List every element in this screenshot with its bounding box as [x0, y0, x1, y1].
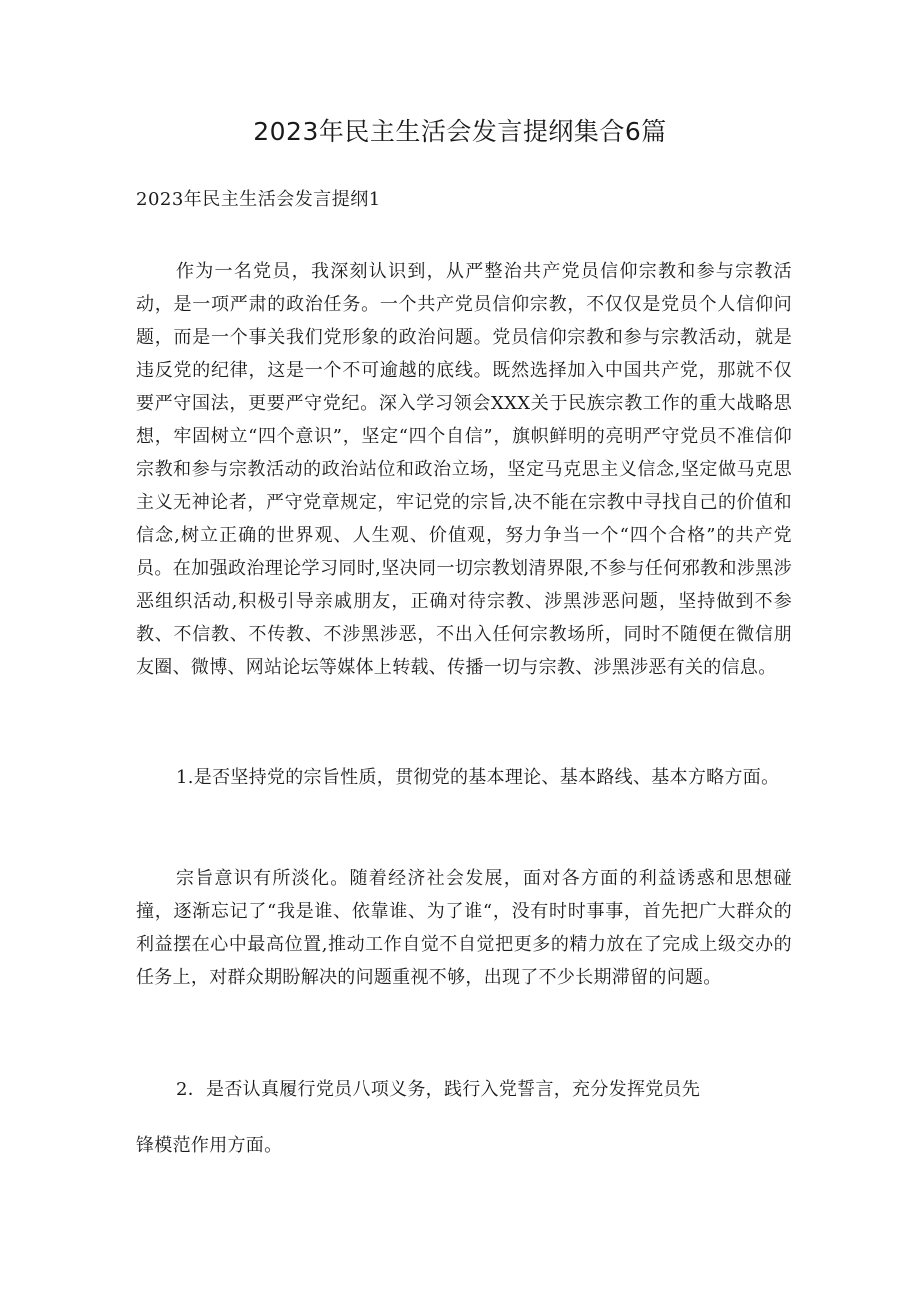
paragraph-item-2-heading: 2．是否认真履行党员八项义务，践行入党誓言，充分发挥党员先 — [176, 1079, 701, 1100]
document-title: 2023年民主生活会发言提纲集合6篇 — [253, 117, 667, 146]
paragraph-item-1-heading: 1.是否坚持党的宗旨性质，贯彻党的基本理论、基本路线、基本方略方面。 — [176, 767, 780, 788]
paragraph-intro: 作为一名党员，我深刻认识到，从严整治共产党员信仰宗教和参与宗教活动，是一项严肃的政治任务。一个共产党员信仰宗教，不仅仅是党员个人信仰问题，而是一个事关我们党形象的政治问题。党员信仰宗教和参与宗教活动，就是违反党的纪律，这是一个不可逾越的底线。既然选择加入中国共产党，那就不仅要严守国法，更要严守党纪。深入学习领会XXX关于民族宗教工作的重大战略思想，牢固树立“四个意识”，坚定“四个自信”，旗帜鲜明的亮明严守党员不准信仰宗教和参与宗教活动的政治站位和政治立场，坚定马克思主义信念,坚定做马克思主义无神论者，严守党章规定，牢记党的宗旨,决不能在宗教中寻找自己的价值和信念,树立正确的世界观、人生观、价值观，努力争当一个“四个合格”的共产党员。在加强政治理论学习同时,坚决同一切宗教划清界限,不参与任何邪教和涉黑涉恶组织活动,积极引导亲戚朋友，正确对待宗教、涉黑涉恶问题，坚持做到不参教、不信教、不传教、不涉黑涉恶，不出入任何宗教场所，同时不随便在微信朋友圈、微博、网站论坛等媒体上转载、传播一切与宗教、涉黑涉恶有关的信息。 — [136, 261, 792, 678]
section-heading: 2023年民主生活会发言提纲1 — [136, 189, 381, 210]
paragraph-item-2-heading-cont: 锋模范作用方面。 — [136, 1135, 283, 1156]
paragraph-item-1-body: 宗旨意识有所淡化。随着经济社会发展，面对各方面的利益诱惑和思想碰撞，逐渐忘记了“我是谁、依靠谁、为了谁“，没有时时事事，首先把广大群众的利益摆在心中最高位置,推动工作自觉不自觉把更多的精力放在了完成上级交办的任务上，对群众期盼解决的问题重视不够，出现了不少长期滞留的问题。 — [136, 868, 792, 988]
